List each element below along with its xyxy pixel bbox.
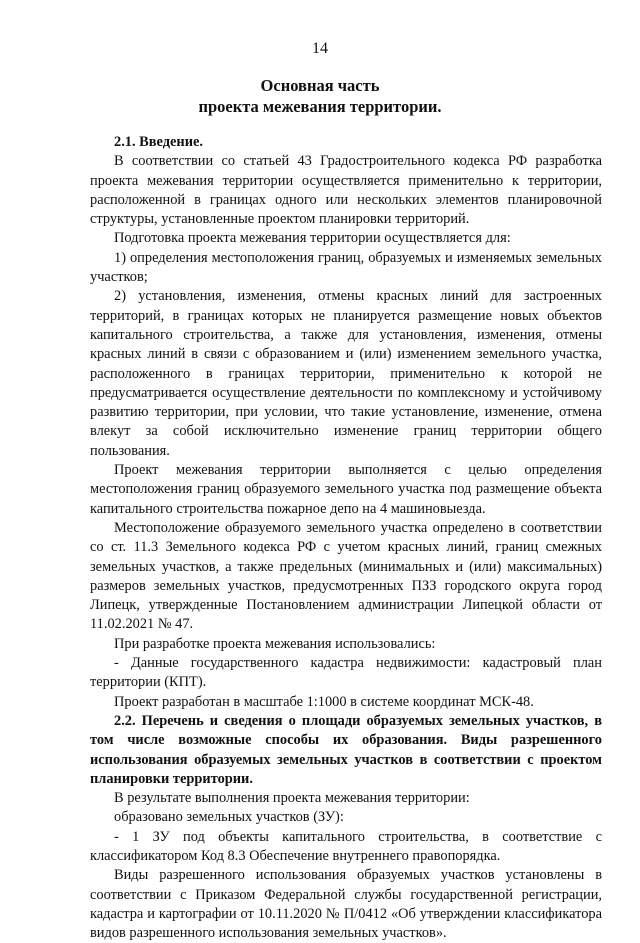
- section-2-2-heading: 2.2. Перечень и сведения о площади образуемых земельных участков, в том числе возможные способы их образования. Виды разрешенного использования образуемых земельных участков в соответствии с проектом планировки территории.: [90, 712, 602, 787]
- paragraph: Проект межевания территории выполняется с целью определения местоположения границ образуемого земельного участка под размещение объекта капитального строительства пожарное депо на 4 машиновыезда.: [90, 462, 602, 517]
- page-title: [0, 75, 640, 117]
- title-line-2: проекта межевания территории.: [198, 97, 442, 116]
- paragraph: При разработке проекта межевания использовались:: [114, 635, 436, 652]
- list-item: - 1 ЗУ под объекты капитального строительства, в соответствие с классификатором Код 8.3 Обеспечение внутреннего правопорядка.: [90, 828, 602, 864]
- list-item: 2) установления, изменения, отмены красных линий для застроенных территорий, в границах которых не планируется размещение новых объектов капитального строительства, а также для установления, изменения, отмены красных линий в связи с образованием и (или) изменением земельного участка, расположенного в границах территории, применительно к которой не предусматривается осуществление деятельности по комплексному и устойчивому развитию территории, при условии, что такие установление, изменение, отмена влекут за собой исключительно изменение границ территории общего пользования.: [90, 288, 602, 459]
- list-item: - Данные государственного кадастра недвижимости: кадастровый план территории (КПТ).: [90, 655, 602, 691]
- page-number: 14: [312, 40, 328, 57]
- paragraph: Местоположение образуемого земельного участка определено в соответствии со ст. 11.3 Земельного кодекса РФ с учетом красных линий, границ смежных земельных участков, а также предельных (минимальных и (или) максимальных) размеров земельных участков, предусмотренных ПЗЗ городского округа город Липецк, утвержденные Постановлением администрации Липецкой области от 11.02.2021 № 47.: [90, 519, 602, 633]
- paragraph: Проект разработан в масштабе 1:1000 в системе координат МСК-48.: [114, 693, 534, 710]
- title-line-1: Основная часть: [260, 76, 380, 95]
- paragraph: Виды разрешенного использования образуемых участков установлены в соответствии с Приказом Федеральной службы государственной регистрации, кадастра и картографии от 10.11.2020 № П/0412 «Об утверждении классификатора видов разрешенного использования земельных участков».: [90, 867, 602, 942]
- document-body: [90, 133, 602, 943]
- paragraph: В результате выполнения проекта межевания территории:: [114, 790, 470, 807]
- section-2-1-heading: 2.1. Введение.: [114, 134, 203, 150]
- paragraph: В соответствии со статьей 43 Градостроительного кодекса РФ разработка проекта межевания территории осуществляется применительно к территории, расположенной в границах одного или нескольких элементов планировочной структуры, установленные проектом планировки территорий.: [90, 153, 602, 228]
- paragraph: образовано земельных участков (ЗУ):: [114, 809, 344, 826]
- list-item: 1) определения местоположения границ, образуемых и изменяемых земельных участков;: [90, 249, 602, 286]
- paragraph: Подготовка проекта межевания территории осуществляется для:: [114, 230, 511, 247]
